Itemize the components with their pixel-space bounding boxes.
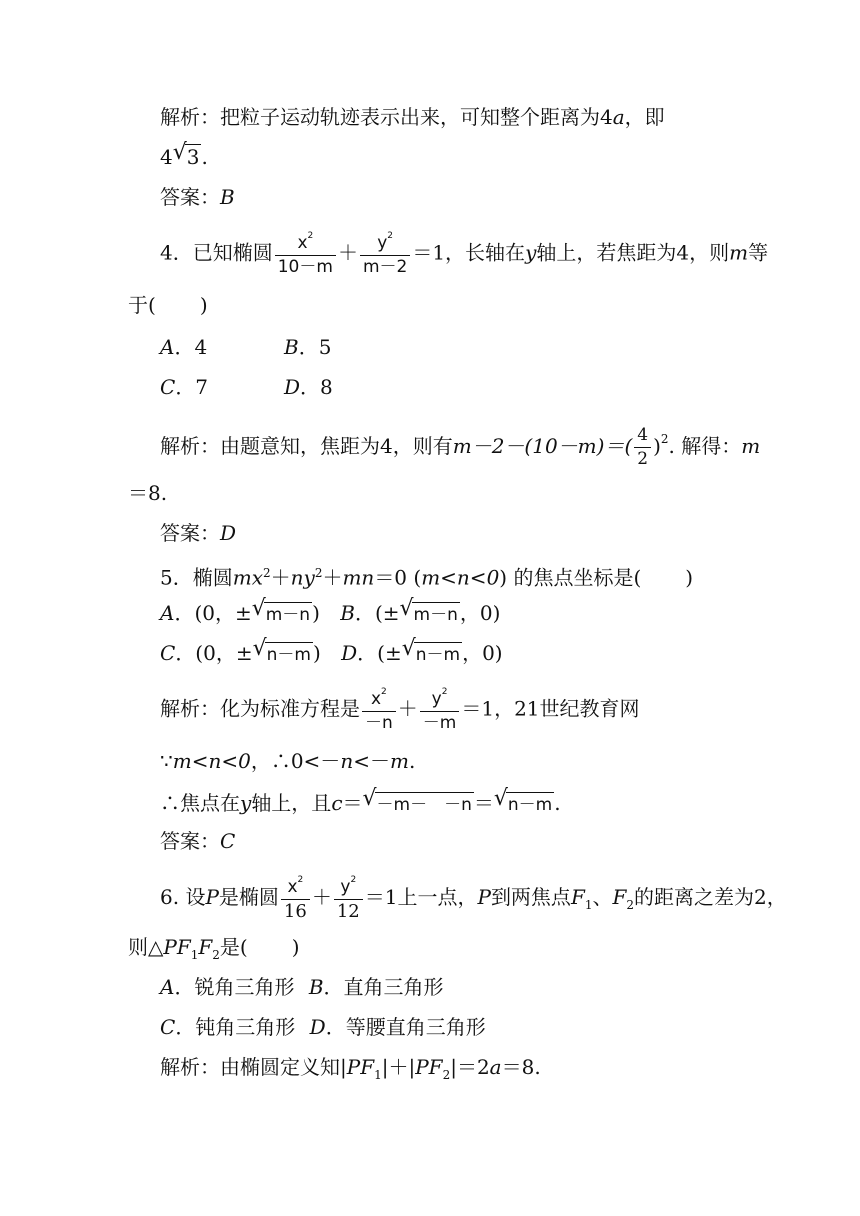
question-6-options-2 bbox=[160, 1012, 486, 1042]
stem-to: 到两焦点 bbox=[490, 885, 571, 909]
answer-label: 答案： bbox=[160, 521, 220, 545]
option-b-value: ．直角三角形 bbox=[323, 975, 444, 999]
option-b-close: ，0) bbox=[459, 601, 501, 625]
stem-end: 的距离之差为2， bbox=[634, 885, 787, 909]
option-a-label: A bbox=[160, 335, 175, 359]
fraction bbox=[420, 688, 460, 732]
num-text: y bbox=[377, 233, 388, 253]
var-y: y bbox=[240, 791, 252, 815]
radical-sign: √ bbox=[399, 596, 414, 621]
subscript: 1 bbox=[374, 1068, 382, 1082]
analysis-expr: m－2－(10－m)＝( bbox=[452, 434, 633, 458]
fraction bbox=[281, 876, 310, 921]
sqrt-expr bbox=[400, 598, 460, 628]
radicand: m－n bbox=[264, 602, 312, 627]
radicand: 3 bbox=[186, 145, 200, 169]
numerator bbox=[360, 232, 410, 256]
question-5-options-2 bbox=[160, 638, 503, 668]
plus: ＋ bbox=[270, 565, 291, 590]
var-n: n bbox=[340, 749, 354, 773]
exponent: 2 bbox=[350, 875, 357, 885]
var-m: m bbox=[741, 434, 761, 458]
option-d-close: ，0) bbox=[462, 641, 503, 665]
var-m: m bbox=[729, 240, 749, 265]
answer-value: B bbox=[220, 185, 235, 209]
option-c-label: C bbox=[160, 1015, 176, 1039]
radical-sign: √ bbox=[251, 596, 266, 621]
analysis-end: ，即 bbox=[624, 105, 665, 129]
var-pf: PF bbox=[346, 1055, 375, 1079]
option-c-text: ．(0，± bbox=[175, 641, 253, 665]
period: . bbox=[201, 145, 208, 169]
stem-mid: ＝1，长轴在 bbox=[412, 240, 526, 265]
numerator bbox=[334, 876, 363, 900]
option-d-value: ．8 bbox=[300, 375, 333, 399]
exponent: 2 bbox=[387, 231, 394, 241]
option-d-text: ．(± bbox=[357, 641, 402, 665]
numerator bbox=[362, 688, 396, 712]
answer-label: 答案： bbox=[160, 829, 220, 853]
plus: ＋ bbox=[397, 696, 418, 721]
question-6-analysis bbox=[160, 1052, 541, 1090]
fraction bbox=[334, 876, 363, 921]
radicand: n－m bbox=[265, 642, 313, 667]
radicand: n－m bbox=[414, 642, 462, 667]
option-a-text: ．(0，± bbox=[174, 601, 252, 625]
option-d-value: ．等腰直角三角形 bbox=[325, 1015, 486, 1039]
term-mx: mx bbox=[232, 565, 263, 590]
var-m: m bbox=[389, 749, 409, 773]
exponent: 2 bbox=[441, 687, 448, 697]
question-6-stem-cont bbox=[128, 932, 300, 970]
stem-is-on: 是椭圆 bbox=[218, 885, 279, 909]
answer-value: D bbox=[220, 521, 237, 545]
question-4-options-2 bbox=[160, 372, 333, 402]
num-text: y bbox=[340, 877, 351, 897]
option-c-close: ) bbox=[312, 641, 321, 665]
question-4-answer bbox=[160, 518, 236, 548]
question-4-options-1 bbox=[160, 332, 332, 362]
question-6-stem bbox=[160, 876, 787, 921]
option-d bbox=[284, 372, 333, 402]
analysis-text: 解析：由椭圆定义知| bbox=[160, 1055, 347, 1079]
stem-start: 6. 设 bbox=[160, 885, 206, 909]
exponent: 2 bbox=[297, 875, 304, 885]
because-symbol: ∵ bbox=[160, 749, 173, 773]
exponent: 2 bbox=[262, 566, 271, 580]
num-text: x bbox=[370, 689, 382, 709]
denominator: －n bbox=[365, 713, 393, 733]
option-b-label: B bbox=[340, 601, 355, 625]
because-mid: ，∴0<－ bbox=[250, 749, 341, 773]
option-b-text: ．(± bbox=[354, 601, 400, 625]
question-4-analysis bbox=[160, 424, 760, 468]
answer-value: C bbox=[220, 829, 236, 853]
radical-sign: √ bbox=[493, 786, 508, 811]
therefore-text: ∴焦点在 bbox=[160, 791, 240, 815]
analysis-end: ＝8. bbox=[501, 1055, 541, 1079]
exponent: 2 bbox=[660, 432, 669, 446]
option-b bbox=[340, 596, 501, 625]
stem-line2: 于( bbox=[128, 293, 156, 317]
radical-sign: √ bbox=[401, 636, 416, 661]
paren-close: ) bbox=[291, 935, 300, 959]
var-p: P bbox=[477, 885, 491, 909]
var-y: y bbox=[525, 240, 537, 265]
question-5-answer bbox=[160, 826, 235, 856]
option-c-label: C bbox=[160, 375, 176, 399]
option-b-value: ．5 bbox=[298, 335, 332, 359]
radical-sign: √ bbox=[252, 636, 267, 661]
var-f: F bbox=[198, 935, 213, 959]
numerator bbox=[420, 688, 460, 712]
var-p: P bbox=[205, 885, 219, 909]
option-c-value: ．钝角三角形 bbox=[175, 1015, 296, 1039]
period: . bbox=[554, 791, 561, 815]
question-4-stem bbox=[160, 232, 768, 276]
option-a-label: A bbox=[160, 601, 175, 625]
paren-close: ) bbox=[199, 293, 208, 317]
stem-start: 5．椭圆 bbox=[160, 565, 233, 590]
var-f: F bbox=[570, 885, 585, 909]
stem-end: 是( bbox=[219, 935, 248, 959]
var-pf: PF bbox=[415, 1055, 443, 1079]
question-5-analysis bbox=[160, 688, 640, 732]
denominator: 16 bbox=[283, 901, 307, 922]
option-c-label: C bbox=[160, 641, 176, 665]
analysis-line bbox=[160, 102, 665, 132]
radicand: n－m bbox=[506, 792, 554, 817]
stem-line2: 则△ bbox=[128, 935, 164, 959]
period: . bbox=[408, 749, 416, 773]
numerator: 4 bbox=[634, 427, 651, 448]
fraction bbox=[634, 427, 651, 468]
option-b bbox=[284, 332, 331, 362]
denominator: 10－m bbox=[277, 257, 333, 277]
analysis-text: 解析：化为标准方程是 bbox=[160, 696, 360, 721]
sqrt-expr bbox=[402, 638, 462, 668]
coefficient: 4 bbox=[160, 145, 173, 169]
stem-start: 4．已知椭圆 bbox=[160, 240, 273, 265]
question-4-analysis-cont bbox=[128, 478, 167, 508]
exponent: 2 bbox=[381, 687, 387, 697]
analysis-text: 解析：把粒子运动轨迹表示出来，可知整个距离为4 bbox=[160, 105, 613, 129]
denominator: 2 bbox=[637, 449, 649, 469]
option-a-label: A bbox=[160, 975, 175, 999]
sqrt-expr bbox=[363, 788, 474, 818]
fraction bbox=[275, 232, 336, 276]
plus: ＋ bbox=[337, 240, 358, 265]
answer-line bbox=[160, 182, 235, 212]
paren-close: ) bbox=[685, 565, 694, 590]
option-a-value: ．4 bbox=[174, 335, 208, 359]
subscript: 2 bbox=[442, 1068, 451, 1082]
subscript: 1 bbox=[190, 948, 199, 962]
option-d bbox=[341, 636, 503, 665]
numerator bbox=[275, 232, 336, 256]
analysis-mid: |＋| bbox=[381, 1055, 416, 1079]
because-end: <－ bbox=[353, 749, 390, 773]
option-b-label: B bbox=[284, 335, 299, 359]
sqrt-expr bbox=[494, 788, 554, 818]
therefore-mid: 轴上，且 bbox=[251, 791, 332, 815]
num-text: x bbox=[287, 877, 298, 897]
radicand: m－n bbox=[412, 602, 460, 627]
stem-mid: ＝1上一点， bbox=[364, 885, 478, 909]
fraction bbox=[362, 688, 396, 732]
condition: m<n<0 bbox=[421, 565, 500, 590]
option-d bbox=[310, 1015, 486, 1039]
numerator bbox=[281, 876, 310, 900]
fraction bbox=[360, 232, 410, 276]
equals-zero: ＝0 ( bbox=[374, 565, 422, 590]
num-text: y bbox=[431, 689, 442, 709]
option-d-label: D bbox=[341, 641, 358, 665]
solve-text: . 解得： bbox=[668, 434, 742, 458]
answer-label: 答案： bbox=[160, 185, 220, 209]
plus: ＋ bbox=[322, 565, 343, 590]
sqrt-expr bbox=[252, 598, 312, 628]
var-a: a bbox=[612, 105, 625, 129]
analysis-text: 解析：由题意知，焦距为4，则有 bbox=[160, 434, 453, 458]
denominator: －m bbox=[422, 713, 457, 733]
question-6-options-1 bbox=[160, 972, 444, 1002]
sqrt-expr bbox=[173, 142, 202, 172]
option-c-value: ．7 bbox=[175, 375, 209, 399]
var-c: c bbox=[331, 791, 343, 815]
question-5-options-1 bbox=[160, 598, 500, 628]
analysis-end: ＝1，21世纪教育网 bbox=[461, 696, 640, 721]
denominator: 12 bbox=[336, 901, 360, 922]
separator: 、 bbox=[592, 885, 613, 909]
stem-mid2: 轴上，若焦距为4，则 bbox=[536, 240, 730, 265]
term-ny: ny bbox=[290, 565, 315, 590]
equals: ＝ bbox=[342, 791, 363, 815]
exponent: 2 bbox=[307, 231, 314, 241]
subscript: 2 bbox=[212, 948, 220, 962]
option-a-close: ) bbox=[312, 601, 320, 625]
var-pf: PF bbox=[163, 935, 191, 959]
num-text: x bbox=[297, 233, 308, 253]
analysis-result: ＝8. bbox=[128, 481, 168, 505]
sqrt-expr bbox=[253, 638, 313, 668]
option-d-label: D bbox=[284, 375, 301, 399]
analysis-result bbox=[160, 142, 208, 172]
option-d-label: D bbox=[309, 1015, 326, 1039]
equals: |＝2 bbox=[450, 1055, 490, 1079]
stem-end: ) 的焦点坐标是( bbox=[499, 565, 642, 590]
stem-end: 等 bbox=[748, 240, 769, 265]
subscript: 1 bbox=[584, 898, 593, 912]
equals: ＝ bbox=[473, 791, 494, 815]
denominator: m－2 bbox=[362, 257, 408, 277]
question-4-stem-cont bbox=[128, 290, 208, 320]
because-expr: m<n<0 bbox=[172, 749, 251, 773]
radicand: －m－ －n bbox=[375, 792, 474, 817]
question-5-stem bbox=[160, 558, 693, 593]
option-a-value: ．锐角三角形 bbox=[174, 975, 295, 999]
paren-close: ) bbox=[653, 434, 661, 458]
radical-sign: √ bbox=[362, 786, 377, 811]
var-a: a bbox=[489, 1055, 502, 1079]
var-f: F bbox=[612, 885, 627, 909]
term-mn: mn bbox=[342, 565, 375, 590]
subscript: 2 bbox=[626, 898, 634, 912]
question-5-because bbox=[160, 746, 415, 776]
question-5-therefore bbox=[160, 788, 561, 818]
option-b bbox=[309, 975, 444, 999]
option-b-label: B bbox=[308, 975, 324, 999]
exponent: 2 bbox=[314, 566, 323, 580]
radical-sign: √ bbox=[172, 140, 187, 165]
plus: ＋ bbox=[311, 885, 332, 909]
